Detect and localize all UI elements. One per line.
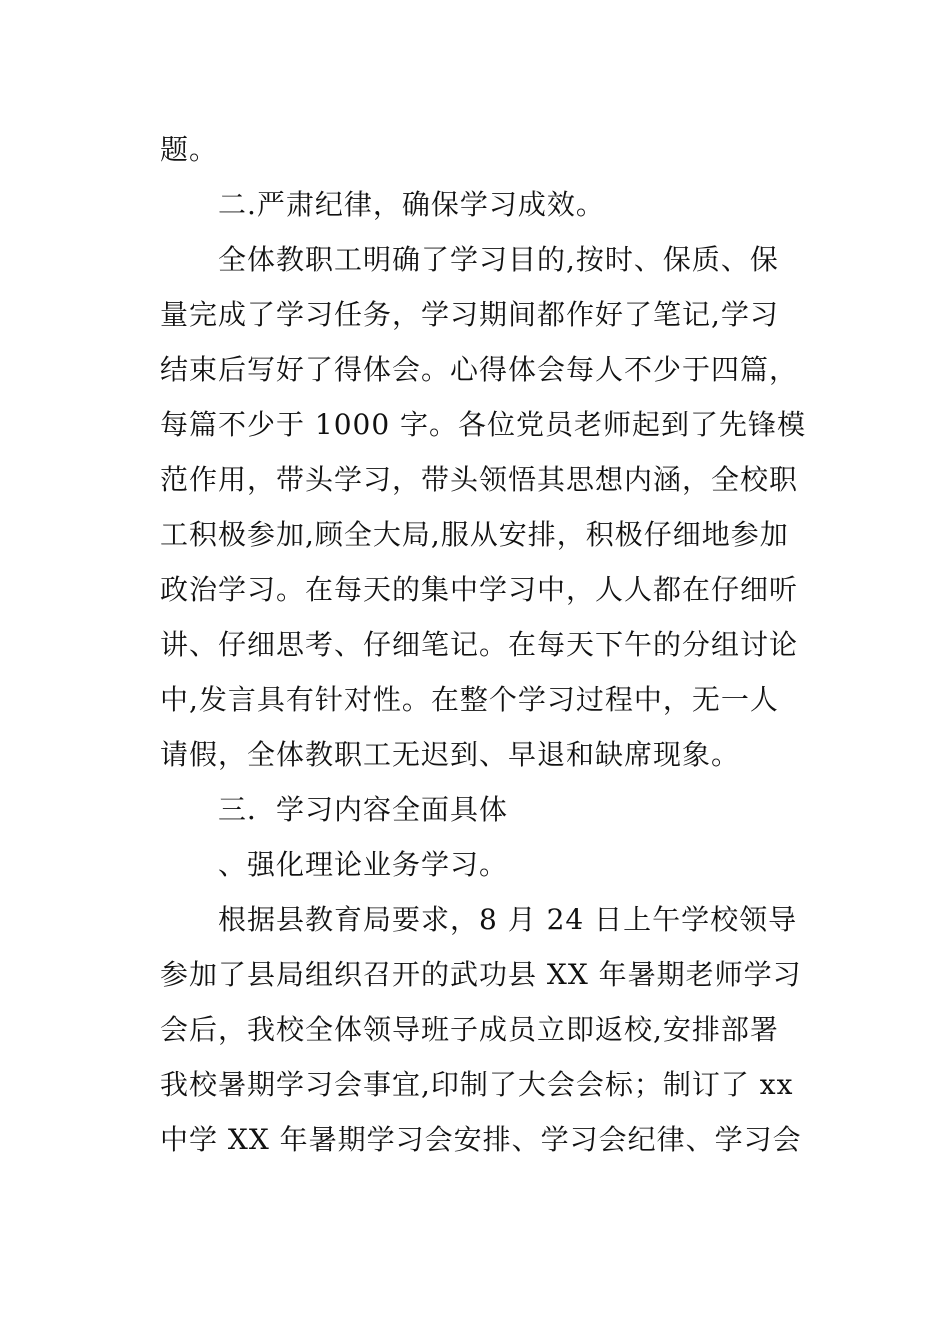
text-line: 工积极参加,顾全大局,服从安排，积极仔细地参加 — [160, 518, 789, 551]
text-line: 会后，我校全体领导班子成员立即返校,安排部署 — [160, 1013, 779, 1046]
text-line: 讲、仔细思考、仔细笔记。在每天下午的分组讨论 — [160, 628, 799, 661]
section-heading: 三．学习内容全面具体 — [218, 793, 509, 826]
text-line: 、强化理论业务学习。 — [218, 848, 509, 881]
text-line: 中学 XX 年暑期学习会安排、学习会纪律、学习会 — [160, 1123, 802, 1156]
text-line: 每篇不少于 1000 字。各位党员老师起到了先锋模 — [160, 408, 807, 441]
section-heading: 二.严肃纪律，确保学习成效。 — [218, 188, 605, 221]
text-line: 全体教职工明确了学习目的,按时、保质、保 — [218, 243, 779, 276]
text-line: 我校暑期学习会事宜,印制了大会会标；制订了 xx — [160, 1068, 794, 1101]
text-line: 题。 — [160, 133, 219, 166]
text-line: 范作用，带头学习，带头领悟其思想内涵，全校职 — [160, 463, 799, 496]
text-line: 中,发言具有针对性。在整个学习过程中，无一人 — [160, 683, 779, 716]
text-line: 参加了县局组织召开的武功县 XX 年暑期老师学习 — [160, 958, 802, 991]
text-line: 结束后写好了得体会。心得体会每人不少于四篇， — [160, 353, 799, 386]
text-line: 政治学习。在每天的集中学习中，人人都在仔细听 — [160, 573, 799, 606]
text-line: 量完成了学习任务，学习期间都作好了笔记,学习 — [160, 298, 779, 331]
text-line: 请假，全体教职工无迟到、早退和缺席现象。 — [160, 738, 741, 771]
text-line: 根据县教育局要求，8 月 24 日上午学校领导 — [218, 903, 798, 936]
